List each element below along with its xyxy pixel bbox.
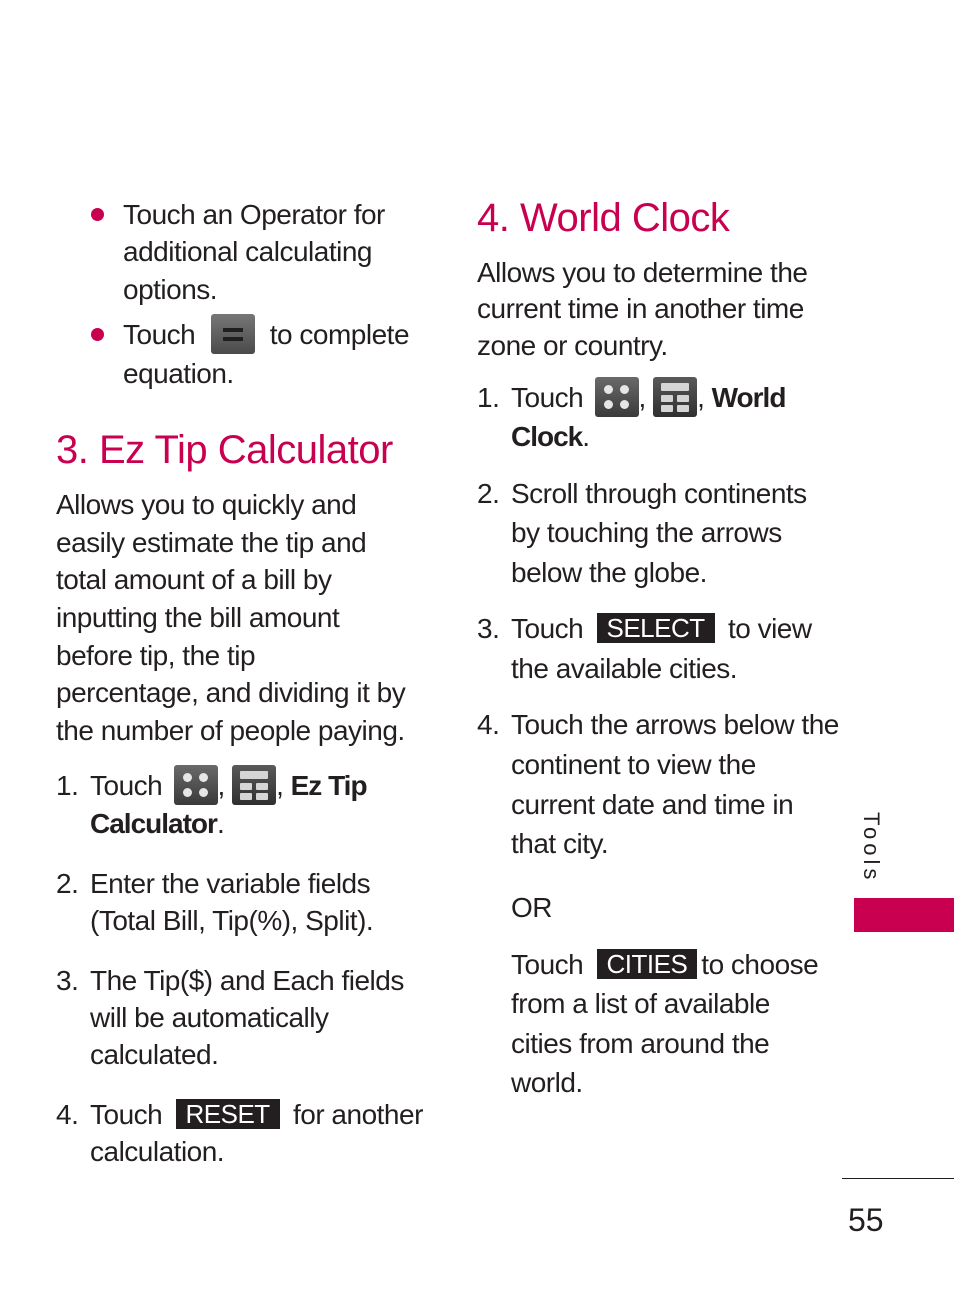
step-number: 3. (477, 613, 500, 644)
step-text: below the globe. (511, 557, 707, 588)
section-heading: 3. Ez Tip Calculator (56, 428, 393, 472)
intro-line: inputting the bill amount (56, 602, 340, 633)
step-text: calculated. (90, 1039, 219, 1070)
step-text (511, 946, 818, 983)
text: . (216, 808, 225, 839)
bold-text: Calculator (90, 808, 217, 839)
text: Touch (511, 382, 584, 413)
intro-line: Allows you to determine the (477, 257, 808, 288)
step-text: cities from around the (511, 1028, 770, 1059)
step-text: Scroll through continents (511, 478, 807, 509)
step-text: calculation. (90, 1136, 225, 1167)
intro-line: Allows you to quickly and (56, 489, 357, 520)
menu-grid-icon (595, 377, 639, 417)
step-text (511, 418, 590, 455)
step-text: will be automatically (90, 1002, 329, 1033)
bullet-line: equation. (123, 358, 234, 389)
text: . (582, 421, 590, 452)
step-number: 2. (477, 478, 500, 509)
intro-line: percentage, and dividing it by (56, 677, 406, 708)
step-text: from a list of available (511, 988, 770, 1019)
bullet-icon (91, 328, 104, 341)
side-tab-marker (854, 898, 954, 932)
bold-text: Clock (511, 421, 583, 452)
side-tab-label: Tools (859, 812, 884, 884)
text: to view (727, 613, 812, 644)
text: , (217, 770, 225, 801)
step-text: (Total Bill, Tip(%), Split). (90, 905, 374, 936)
bullet-line (123, 316, 409, 354)
footer-rule (842, 1178, 954, 1179)
intro-line: current time in another time (477, 293, 804, 324)
text: Touch (90, 1099, 163, 1130)
bullet-line: options. (123, 274, 218, 305)
step-text: the available cities. (511, 653, 738, 684)
step-text (511, 379, 785, 417)
text: Touch (511, 613, 584, 644)
intro-line: the number of people paying. (56, 715, 405, 746)
text: for another (292, 1099, 423, 1130)
step-text (90, 805, 224, 842)
cities-button-graphic: CITIES (597, 949, 698, 979)
bullet-icon (91, 208, 104, 221)
step-text: Enter the variable fields (90, 868, 371, 899)
page-number: 55 (848, 1202, 884, 1238)
reset-button-graphic: RESET (176, 1099, 280, 1129)
text: , (638, 382, 646, 413)
step-text: by touching the arrows (511, 517, 782, 548)
step-number: 1. (477, 382, 500, 413)
step-text (511, 610, 812, 647)
step-number: 2. (56, 868, 79, 899)
menu-grid-icon (174, 765, 218, 805)
select-button-graphic: SELECT (597, 613, 715, 643)
step-text: The Tip($) and Each fields (90, 965, 404, 996)
step-number: 4. (56, 1099, 79, 1130)
bold-text: Ez Tip (290, 770, 367, 801)
step-text: current date and time in (511, 789, 794, 820)
section-heading: 4. World Clock (477, 196, 730, 240)
step-text (90, 767, 367, 805)
bullet-line: additional calculating (123, 236, 372, 267)
step-number: 4. (477, 709, 500, 740)
or-text: OR (511, 892, 552, 923)
step-text: continent to view the (511, 749, 756, 780)
intro-line: before tip, the tip (56, 640, 256, 671)
text: , (697, 382, 705, 413)
text: Touch (123, 319, 196, 350)
step-text: Touch the arrows below the (511, 709, 839, 740)
step-number: 3. (56, 965, 79, 996)
bullet-line: Touch an Operator for (123, 199, 385, 230)
step-number: 1. (56, 770, 79, 801)
intro-line: easily estimate the tip and (56, 527, 367, 558)
intro-line: total amount of a bill by (56, 564, 332, 595)
intro-line: zone or country. (477, 330, 668, 361)
text: Touch (511, 949, 584, 980)
text: , (276, 770, 284, 801)
tools-icon (653, 377, 697, 417)
equals-icon (211, 314, 255, 354)
text: to complete (269, 319, 410, 350)
bold-text: World (711, 382, 786, 413)
text: Touch (90, 770, 163, 801)
text: to choose (701, 949, 819, 980)
step-text: world. (511, 1067, 583, 1098)
step-text (90, 1096, 423, 1133)
step-text: that city. (511, 828, 609, 859)
tools-icon (232, 765, 276, 805)
